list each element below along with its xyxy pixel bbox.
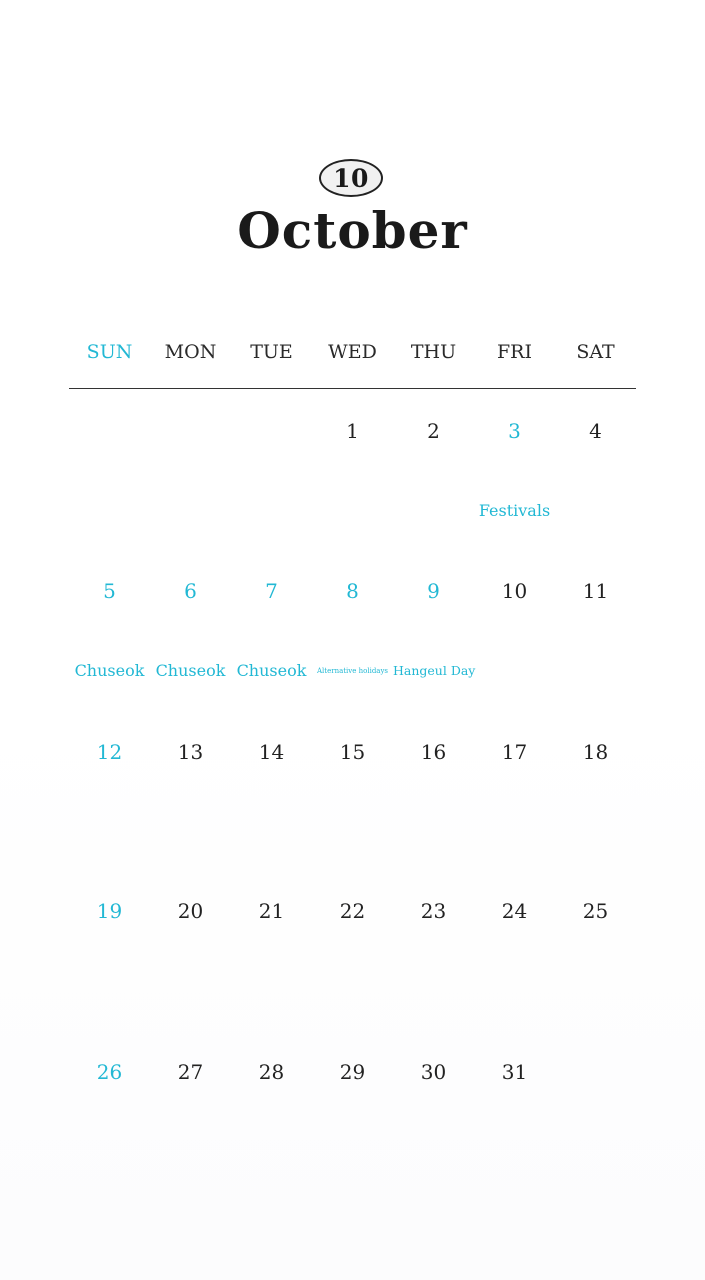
- day-cell: 5: [103, 579, 116, 603]
- day-cell: 23: [420, 899, 447, 923]
- holiday-label: Hangeul Day: [393, 663, 476, 678]
- month-number-badge: 10: [319, 159, 383, 197]
- day-cell: 2: [427, 419, 440, 443]
- header-divider: [69, 388, 636, 389]
- holiday-label: Alternative holidays: [316, 667, 389, 675]
- weekday-fri: FRI: [497, 341, 532, 363]
- day-cell: 18: [582, 740, 609, 764]
- day-cell: 4: [589, 419, 602, 443]
- day-cell: 31: [501, 1060, 528, 1084]
- day-cell: 27: [177, 1060, 204, 1084]
- holiday-label: Chuseok: [236, 661, 307, 680]
- day-cell: 14: [258, 740, 285, 764]
- day-cell: 13: [177, 740, 204, 764]
- holiday-label: Chuseok: [155, 661, 226, 680]
- day-cell: 19: [96, 899, 123, 923]
- day-cell: 17: [501, 740, 528, 764]
- holiday-label: Festivals: [478, 501, 551, 520]
- day-cell: 11: [582, 579, 609, 603]
- day-cell: 30: [420, 1060, 447, 1084]
- weekday-sun: SUN: [86, 341, 133, 363]
- day-cell: 22: [339, 899, 366, 923]
- month-title: October: [237, 201, 468, 260]
- weekday-header: [69, 336, 636, 368]
- weekday-mon: MON: [164, 341, 217, 363]
- day-cell: 6: [184, 579, 197, 603]
- day-cell: 1: [346, 419, 359, 443]
- weekday-tue: TUE: [250, 341, 293, 363]
- day-cell: 9: [427, 579, 440, 603]
- day-cell: 12: [96, 740, 123, 764]
- day-cell: 26: [96, 1060, 123, 1084]
- holiday-label: Chuseok: [74, 661, 145, 680]
- day-cell: 15: [339, 740, 366, 764]
- day-cell: 16: [420, 740, 447, 764]
- day-cell: 3: [508, 419, 521, 443]
- weekday-wed: WED: [328, 341, 377, 363]
- day-cell: 8: [346, 579, 359, 603]
- day-cell: 24: [501, 899, 528, 923]
- day-cell: 7: [265, 579, 278, 603]
- weekday-sat: SAT: [576, 341, 615, 363]
- day-cell: 29: [339, 1060, 366, 1084]
- weekday-thu: THU: [410, 341, 457, 363]
- day-cell: 25: [582, 899, 609, 923]
- day-cell: 20: [177, 899, 204, 923]
- day-cell: 21: [258, 899, 285, 923]
- day-cell: 28: [258, 1060, 285, 1084]
- day-cell: 10: [501, 579, 528, 603]
